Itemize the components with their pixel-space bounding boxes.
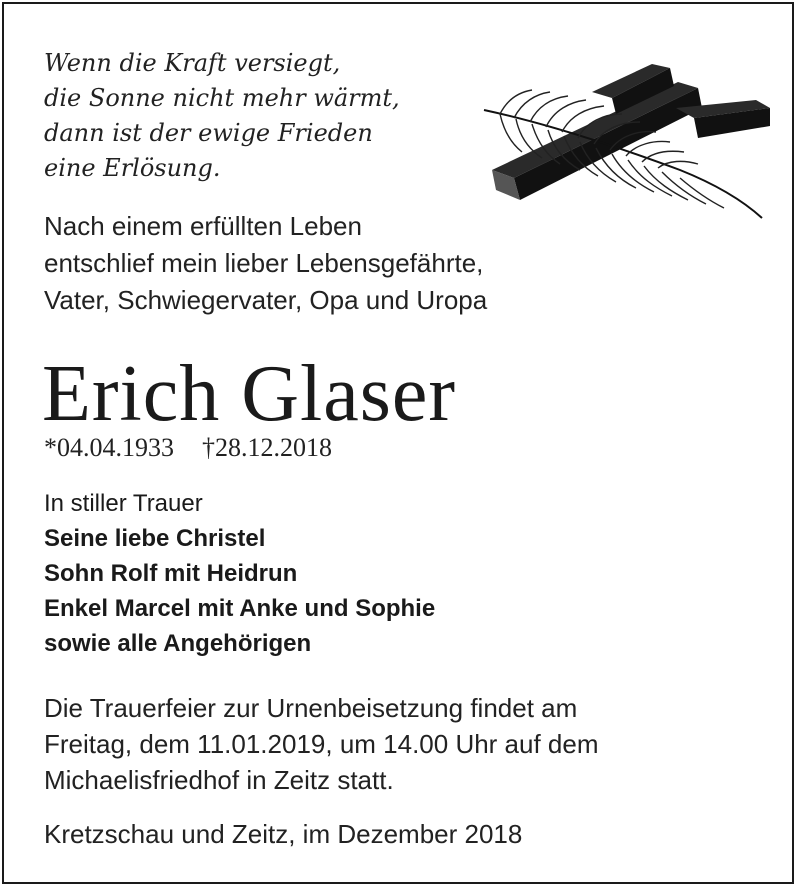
mourner-name: Enkel Marcel mit Anke und Sophie [44,595,436,622]
poem-line: dann ist der ewige Frieden [44,119,373,147]
poem-line: Wenn die Kraft versiegt, [44,49,341,77]
death-date: †28.12.2018 [202,433,332,462]
service-line: Freitag, dem 11.01.2019, um 14.00 Uhr auf dem [44,729,599,759]
poem-line: eine Erlösung. [44,154,221,182]
mourner-name: Sohn Rolf mit Heidrun [44,560,298,587]
intro-text [44,208,487,319]
poem-line: die Sonne nicht mehr wärmt, [44,84,400,112]
poem [44,46,400,186]
mourners-intro: In stiller Trauer [44,490,203,517]
cross-with-palm-frond-icon [480,52,770,222]
life-dates [44,430,332,466]
service-line: Die Trauerfeier zur Urnenbeisetzung findet am [44,693,578,723]
obituary-frame [2,2,794,884]
mourner-name: sowie alle Angehörigen [44,630,312,657]
deceased-name: Erich Glaser [42,350,457,438]
service-line: Michaelisfriedhof in Zeitz statt. [44,765,394,795]
service-info [44,690,599,798]
mourner-name: Seine liebe Christel [44,525,266,552]
place-date: Kretzschau und Zeitz, im Dezember 2018 [44,819,523,849]
intro-line: entschlief mein lieber Lebensgefährte, [44,248,484,278]
intro-line: Vater, Schwiegervater, Opa und Uropa [44,285,488,315]
intro-line: Nach einem erfüllten Leben [44,211,362,241]
birth-date: *04.04.1933 [44,433,174,462]
mourners-list [44,486,435,661]
